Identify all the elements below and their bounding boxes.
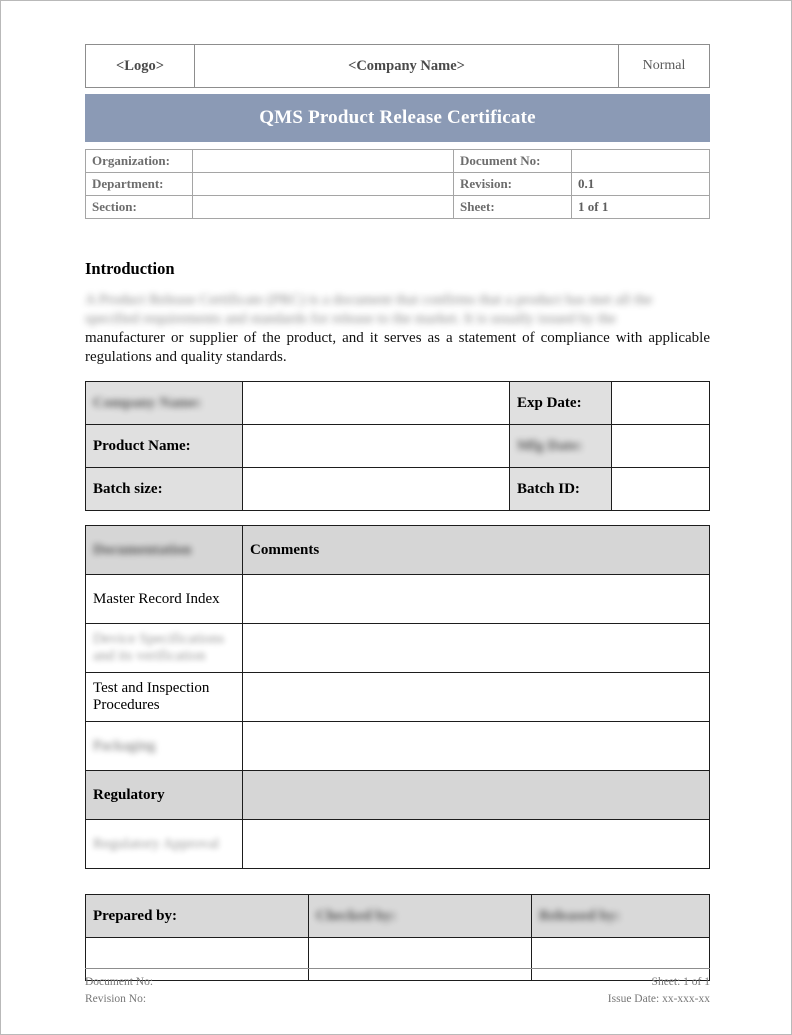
document-info-table <box>85 149 710 219</box>
prepared-by-label: Prepared by: <box>86 895 309 938</box>
footer-revision-no: Revision No: <box>85 992 147 1005</box>
mfg-date-input[interactable] <box>612 425 710 468</box>
table-row <box>86 196 710 219</box>
exp-date-label: Exp Date: <box>510 382 612 425</box>
sheet-label: Sheet: <box>454 196 572 219</box>
table-row <box>86 624 710 673</box>
table-row <box>86 771 710 820</box>
doc-row-regulatory-approval-label <box>86 820 243 869</box>
footer-issue-date: Issue Date: xx-xxx-xx <box>607 992 710 1005</box>
doc-row-master-record-index-comment[interactable] <box>243 575 710 624</box>
introduction-heading: Introduction <box>85 259 175 278</box>
product-name-input[interactable] <box>243 425 510 468</box>
released-by-label <box>532 895 710 938</box>
product-detail-table <box>85 381 710 511</box>
introduction-visible-text: manufacturer or supplier of the product, and it serves as a statement of compliance with applicable regulations and quality standards. <box>85 330 710 366</box>
batch-size-input[interactable] <box>243 468 510 511</box>
doc-row-master-record-index-label: Master Record Index <box>86 575 243 624</box>
regulatory-section-spacer <box>243 771 710 820</box>
documentation-table <box>85 525 710 869</box>
table-row <box>86 575 710 624</box>
documentation-header-label-text: Documentation <box>93 541 192 558</box>
comments-header-label: Comments <box>243 526 710 575</box>
footer-sheet: Sheet: 1 of 1 <box>651 976 710 988</box>
department-label: Department: <box>86 173 193 196</box>
footer-document-no: Document No: <box>85 976 154 988</box>
documentation-header-label <box>86 526 243 575</box>
batch-size-label: Batch size: <box>86 468 243 511</box>
document-no-value[interactable] <box>572 150 710 173</box>
released-by-label-text: Released by: <box>539 907 621 924</box>
checked-by-label <box>309 895 532 938</box>
introduction-redacted-line-1: A Product Release Certificate (PRC) is a document that confirms that a product has met all the <box>85 292 653 308</box>
section-value[interactable] <box>193 196 454 219</box>
revision-value[interactable]: 0.1 <box>572 173 710 196</box>
doc-row-device-specifications-label-text: Device Specifications and its verification <box>93 631 225 665</box>
document-content <box>85 44 710 981</box>
mfg-date-label-text: Mfg Date: <box>517 437 583 454</box>
organization-label: Organization: <box>86 150 193 173</box>
company-name-placeholder: <Company Name> <box>195 45 619 88</box>
exp-date-input[interactable] <box>612 382 710 425</box>
batch-id-input[interactable] <box>612 468 710 511</box>
doc-row-packaging-label <box>86 722 243 771</box>
table-row <box>86 820 710 869</box>
table-row <box>86 45 710 88</box>
doc-row-regulatory-approval-label-text: Regulatory Approval <box>93 835 220 852</box>
doc-row-packaging-comment[interactable] <box>243 722 710 771</box>
logo-placeholder: <Logo> <box>86 45 195 88</box>
table-row <box>86 722 710 771</box>
department-value[interactable] <box>193 173 454 196</box>
table-row <box>86 526 710 575</box>
mfg-date-label <box>510 425 612 468</box>
doc-row-test-inspection-comment[interactable] <box>243 673 710 722</box>
table-row <box>86 468 710 511</box>
table-row <box>86 150 710 173</box>
company-name-input[interactable] <box>243 382 510 425</box>
company-name-label-text: Company Name: <box>93 394 202 411</box>
company-name-label <box>86 382 243 425</box>
checked-by-label-text: Checked by: <box>316 907 397 924</box>
table-row <box>86 673 710 722</box>
table-row <box>86 173 710 196</box>
doc-row-test-inspection-label: Test and Inspection Procedures <box>86 673 243 722</box>
batch-id-label: Batch ID: <box>510 468 612 511</box>
doc-row-device-specifications-comment[interactable] <box>243 624 710 673</box>
doc-row-packaging-label-text: Packaging <box>93 737 156 754</box>
organization-value[interactable] <box>193 150 454 173</box>
section-label: Section: <box>86 196 193 219</box>
document-no-label: Document No: <box>454 150 572 173</box>
footer-left <box>85 974 153 1007</box>
document-title-banner: QMS Product Release Certificate <box>85 94 710 142</box>
doc-row-regulatory-approval-comment[interactable] <box>243 820 710 869</box>
revision-label: Revision: <box>454 173 572 196</box>
regulatory-section-label: Regulatory <box>86 771 243 820</box>
footer-right <box>608 974 710 1007</box>
introduction-redacted-line-2: specified requirements and standards for release to the market. It is usually issued by the <box>85 311 617 328</box>
document-footer <box>85 968 710 1007</box>
sheet-value[interactable]: 1 of 1 <box>572 196 710 219</box>
style-label: Normal <box>619 45 710 88</box>
table-row <box>86 895 710 938</box>
product-name-label: Product Name: <box>86 425 243 468</box>
table-row <box>86 382 710 425</box>
doc-row-device-specifications-label <box>86 624 243 673</box>
document-header-table <box>85 44 710 88</box>
table-row <box>86 425 710 468</box>
introduction-body <box>85 291 710 367</box>
